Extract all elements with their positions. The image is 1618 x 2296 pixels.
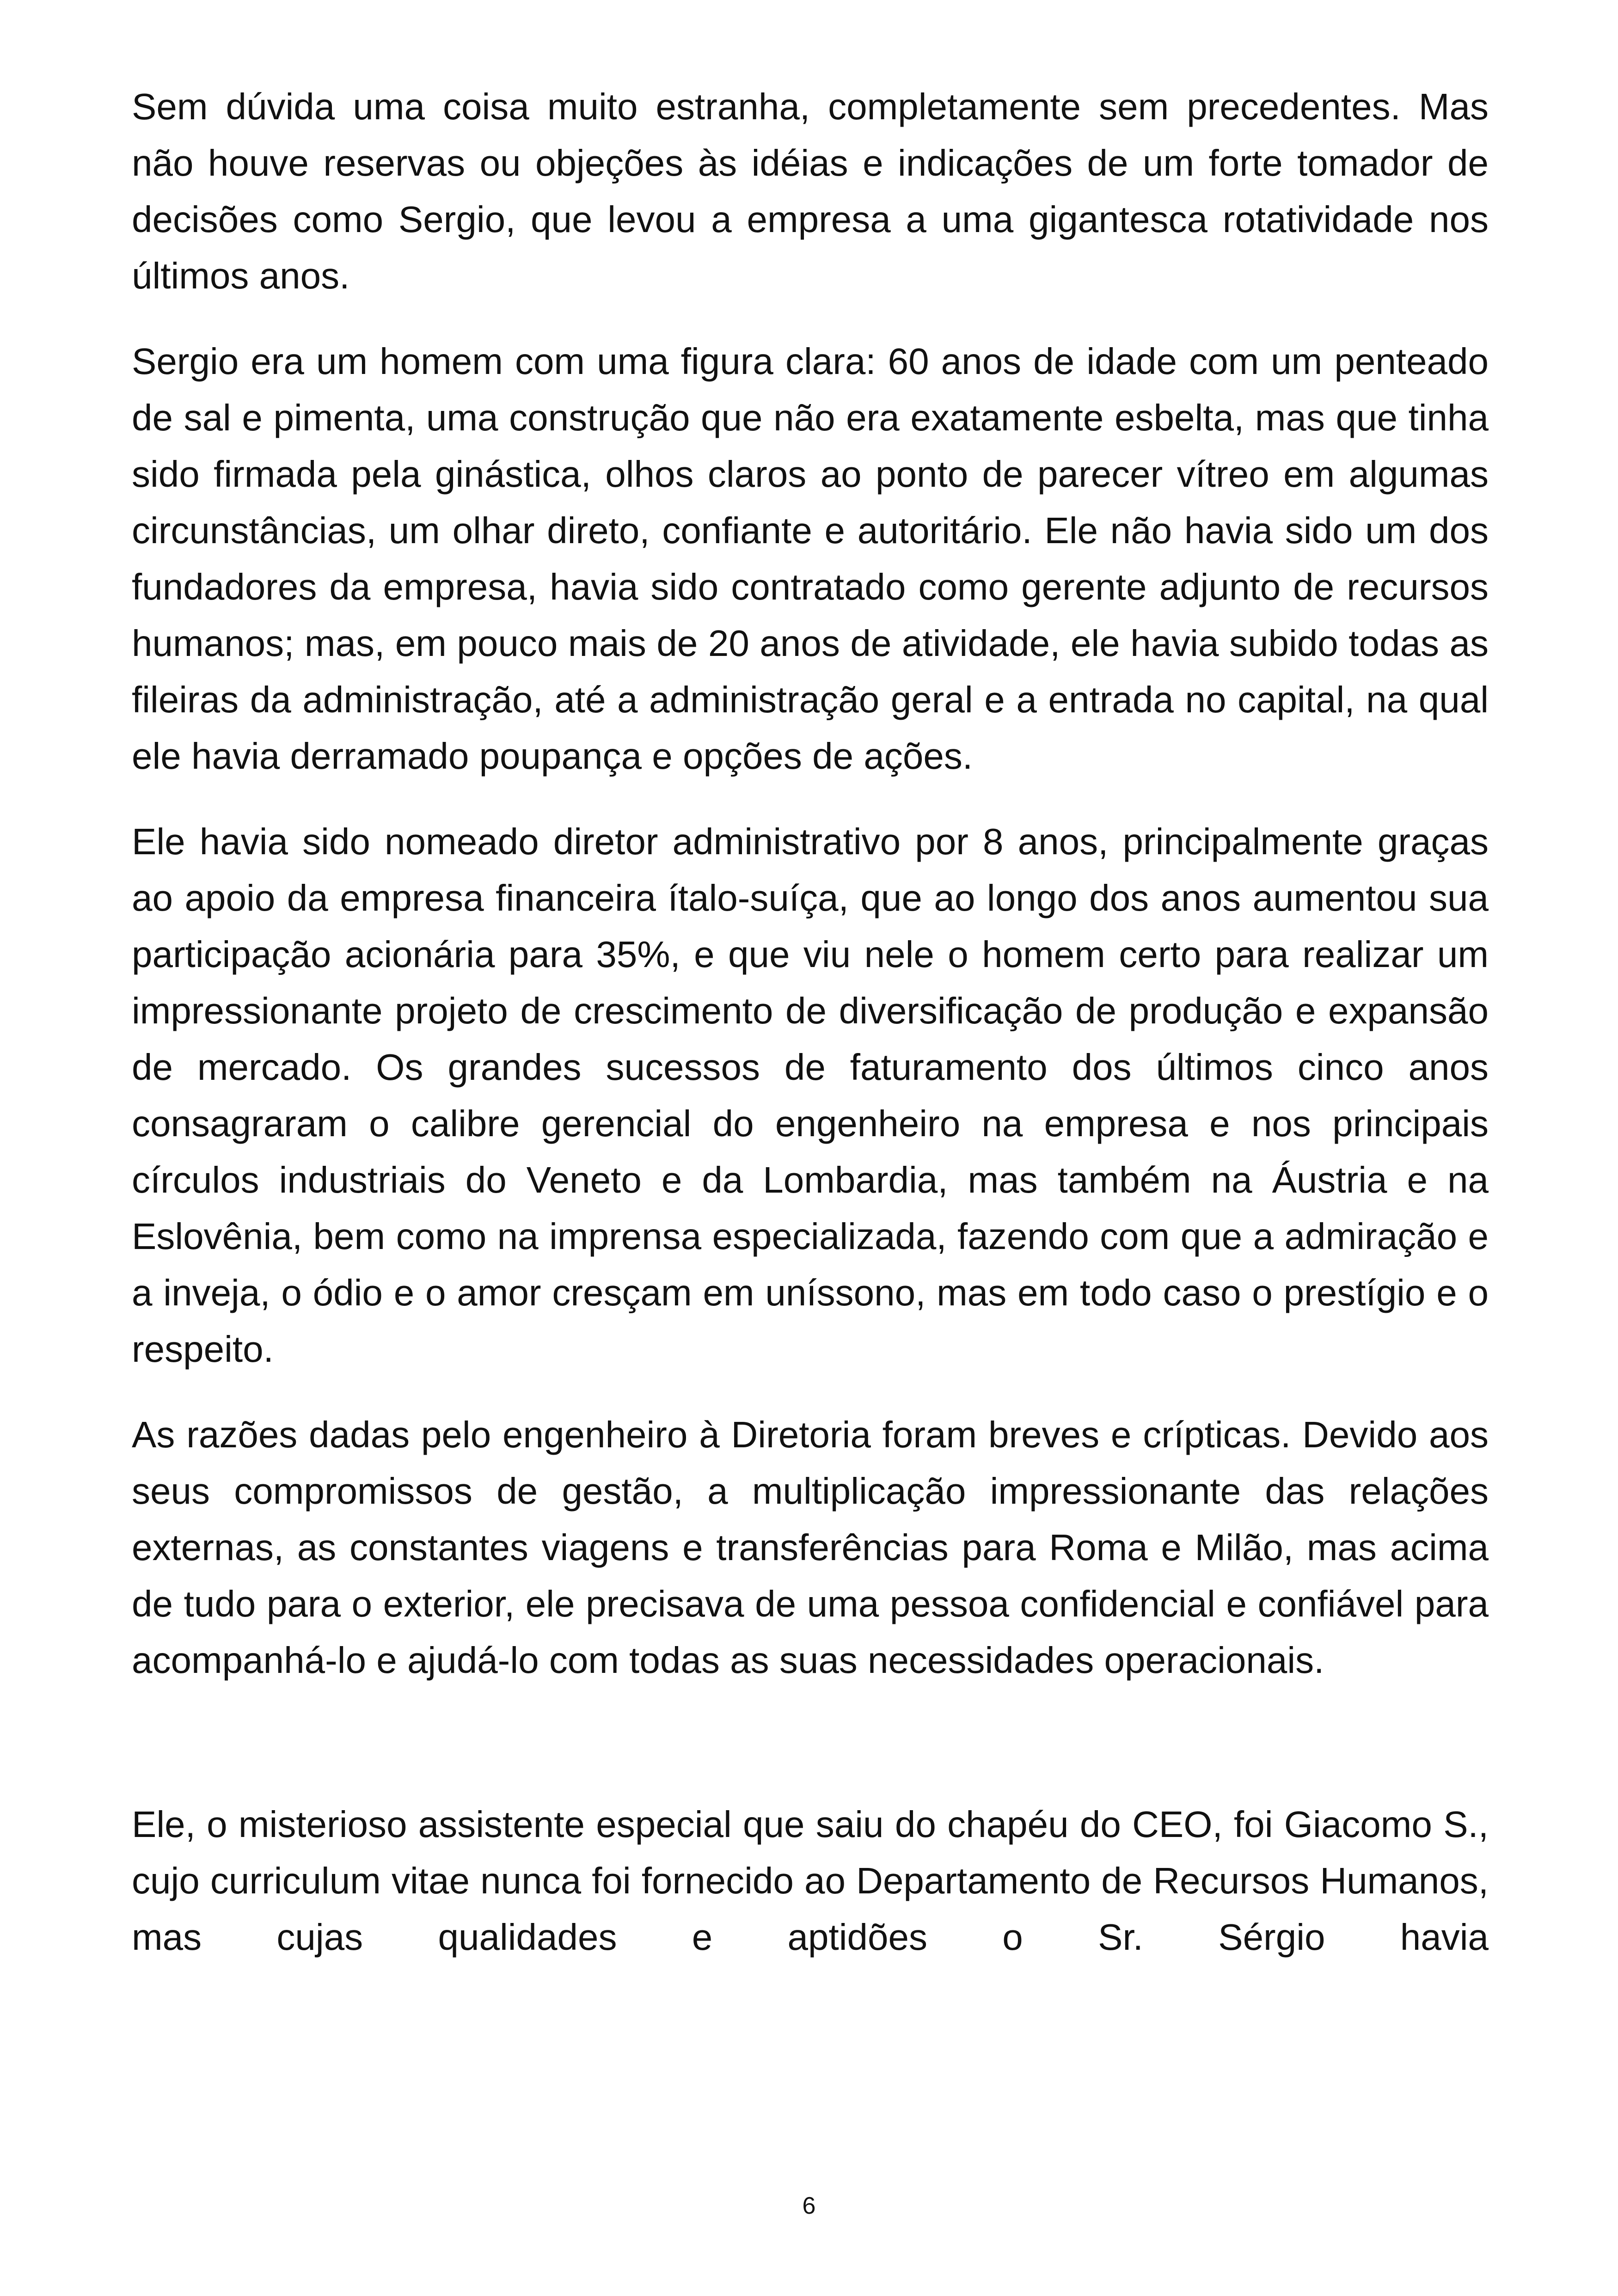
page-number: 6	[802, 2192, 816, 2219]
paragraph: As razões dadas pelo engenheiro à Diretoria foram breves e crípticas. Devido aos seus compromissos de gestão, a multiplicação impressionante das relações externas, as constantes viagens e transferências para Roma e Milão, mas acima de tudo para o exterior, ele precisava de uma pessoa confidencial e confiável para acompanhá-lo e ajudá-lo com todas as suas necessidades operacionais.	[132, 1414, 1489, 1681]
paragraph: Sem dúvida uma coisa muito estranha, completamente sem precedentes. Mas não houve reservas ou objeções às idéias e indicações de um forte tomador de decisões como Sergio, que levou a empresa a uma gigantesca rotatividade nos últimos anos.	[132, 86, 1489, 296]
paragraph: Ele, o misterioso assistente especial que saiu do chapéu do CEO, foi Giacomo S., cujo curriculum vitae nunca foi fornecido ao Departamento de Recursos Humanos, mas cujas qualidades e aptidões o Sr. Sérgio havia	[132, 1804, 1489, 1958]
paragraph: Sergio era um homem com uma figura clara: 60 anos de idade com um penteado de sal e pimenta, uma construção que não era exatamente esbelta, mas que tinha sido firmada pela ginástica, olhos claros ao ponto de parecer vítreo em algumas circunstâncias, um olhar direto, confiante e autoritário. Ele não havia sido um dos fundadores da empresa, havia sido contratado como gerente adjunto de recursos humanos; mas, em pouco mais de 20 anos de atividade, ele havia subido todas as fileiras da administração, até a administração geral e a entrada no capital, na qual ele havia derramado poupança e opções de ações.	[132, 341, 1489, 777]
body-text	[132, 79, 1489, 1995]
paragraph: Ele havia sido nomeado diretor administrativo por 8 anos, principalmente graças ao apoio da empresa financeira ítalo-suíça, que ao longo dos anos aumentou sua participação acionária para 35%, e que viu nele o homem certo para realizar um impressionante projeto de crescimento de diversificação de produção e expansão de mercado. Os grandes sucessos de faturamento dos últimos cinco anos consagraram o calibre gerencial do engenheiro na empresa e nos principais círculos industriais do Veneto e da Lombardia, mas também na Áustria e na Eslovênia, bem como na imprensa especializada, fazendo com que a admiração e a inveja, o ódio e o amor cresçam em uníssono, mas em todo caso o prestígio e o respeito.	[132, 821, 1489, 1370]
section-gap	[132, 1718, 1489, 1796]
